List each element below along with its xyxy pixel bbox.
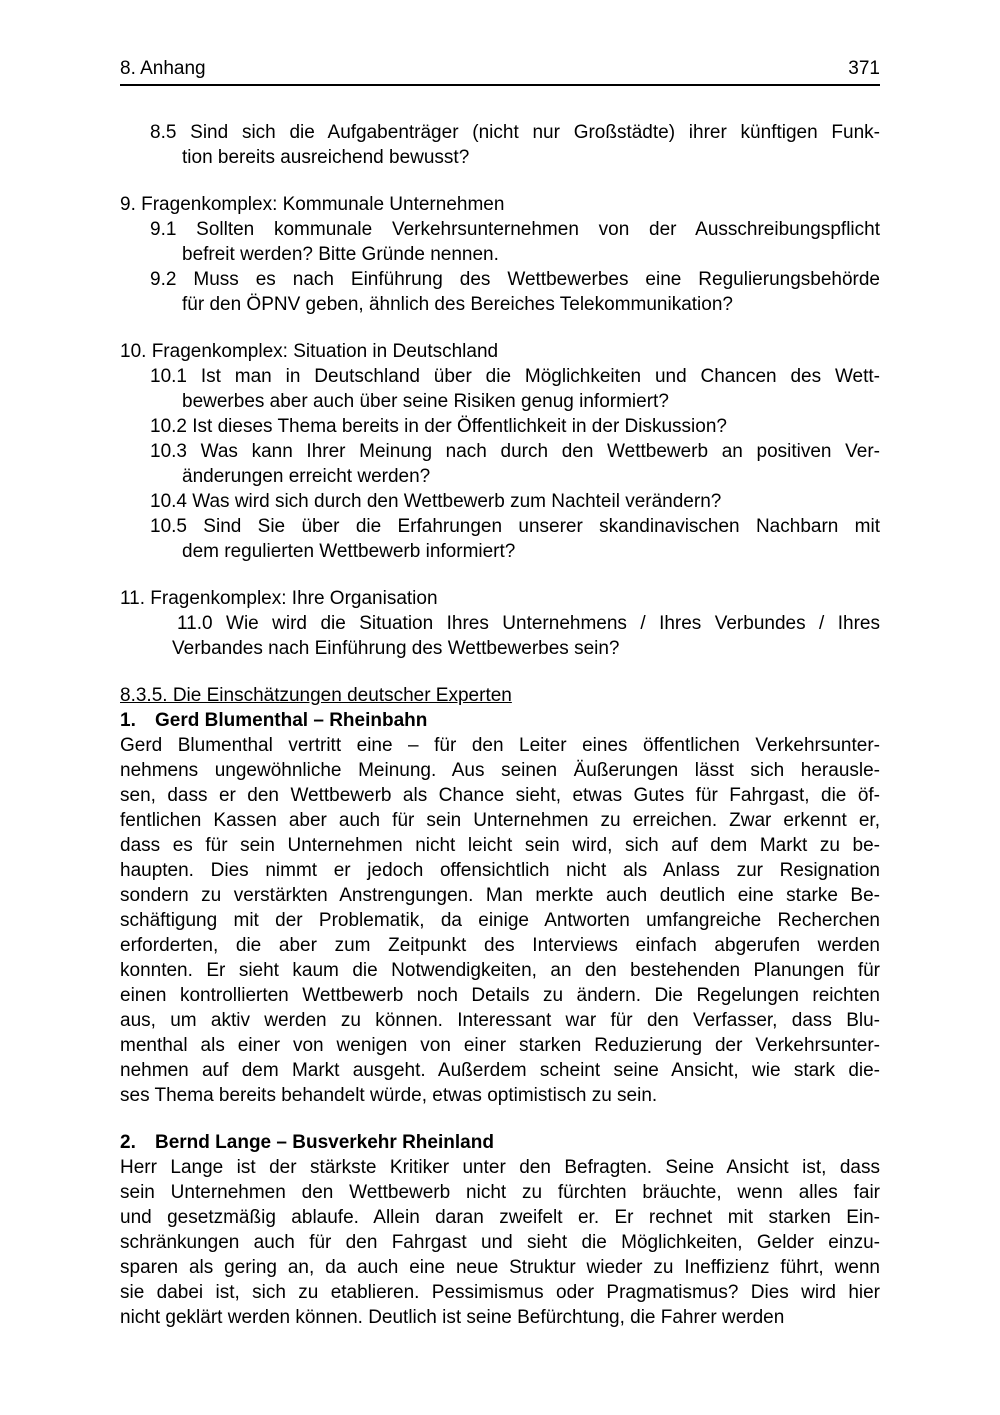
expert-heading-title: Gerd Blumenthal – Rheinbahn xyxy=(155,710,428,731)
text-line: bewerbes aber auch über seine Risiken genug informiert? xyxy=(182,391,669,412)
text-line: 9.2 Muss es nach Einführung des Wettbewerbes eine Regulierungsbehörde xyxy=(150,269,880,290)
question-item xyxy=(120,120,880,170)
question-item xyxy=(120,489,880,514)
spacer xyxy=(120,564,880,586)
paragraph xyxy=(120,733,880,1108)
text-line: 10.2 Ist dieses Thema bereits in der Öffentlichkeit in der Diskussion? xyxy=(150,416,727,437)
expert-heading xyxy=(120,1130,880,1155)
question-item xyxy=(120,439,880,489)
text-line: 11.0 Wie wird die Situation Ihres Unternehmens / Ihres Verbundes / Ihres xyxy=(177,613,880,634)
text-line: sen, dass er den Wettbewerb als Chance sieht, etwas Gutes für Fahrgast, die öf- xyxy=(120,785,880,806)
text-line: 10.1 Ist man in Deutschland über die Möglichkeiten und Chancen des Wett- xyxy=(150,366,880,387)
text-line: 9.1 Sollten kommunale Verkehrsunternehmen von der Ausschreibungspflicht xyxy=(150,219,880,240)
section-heading: 9. Fragenkomplex: Kommunale Unternehmen xyxy=(120,194,505,215)
text-line: sein Unternehmen den Wettbewerb nicht zu fürchten bräuchte, wenn alles fair xyxy=(120,1182,880,1203)
question-item xyxy=(120,414,880,439)
text-line: sparen als gering an, da auch eine neue Struktur wieder zu Ineffizienz führt, wenn xyxy=(120,1257,880,1278)
document-content xyxy=(120,120,880,1330)
text-line: nicht geklärt werden können. Deutlich ist seine Befürchtung, die Fahrer werden xyxy=(120,1307,785,1328)
text-line: Herr Lange ist der stärkste Kritiker unter den Befragten. Seine Ansicht ist, dass xyxy=(120,1157,880,1178)
text-line: haupten. Dies nimmt er jedoch offensichtlich nicht als Anlass zur Resignation xyxy=(120,860,880,881)
expert-heading-number: 1. xyxy=(120,710,136,731)
text-line: sie dabei ist, sich zu etablieren. Pessimismus oder Pragmatismus? Dies wird hier xyxy=(120,1282,880,1303)
question-item xyxy=(120,267,880,317)
text-line: tion bereits ausreichend bewusst? xyxy=(182,147,470,168)
text-line: befreit werden? Bitte Gründe nennen. xyxy=(182,244,499,265)
spacer xyxy=(120,317,880,339)
spacer xyxy=(120,170,880,192)
question-item xyxy=(120,514,880,564)
text-line: schäftigung mit der Problematik, da einige Antworten umfangreiche Recherchen xyxy=(120,910,880,931)
text-line: Gerd Blumenthal vertritt eine – für den Leiter eines öffentlichen Verkehrsunter- xyxy=(120,735,880,756)
expert-heading-title: Bernd Lange – Busverkehr Rheinland xyxy=(155,1132,494,1153)
text-line: nehmens ungewöhnliche Meinung. Aus seinen Äußerungen lässt sich herausle- xyxy=(120,760,880,781)
text-line: und gesetzmäßig ablaufe. Allein daran zweifelt er. Er rechnet mit starken Ein- xyxy=(120,1207,880,1228)
spacer xyxy=(120,1108,880,1130)
text-line: erforderten, die aber zum Zeitpunkt des Interviews einfach abgerufen werden xyxy=(120,935,880,956)
section-heading: 10. Fragenkomplex: Situation in Deutschland xyxy=(120,341,499,362)
page-number: 371 xyxy=(848,58,880,79)
text-line: 10.4 Was wird sich durch den Wettbewerb zum Nachteil verändern? xyxy=(150,491,722,512)
spacer xyxy=(120,661,880,683)
paragraph xyxy=(120,1155,880,1330)
text-line: nehmen auf dem Markt ausgeht. Außerdem scheint seine Ansicht, wie stark die- xyxy=(120,1060,880,1081)
text-line: für den ÖPNV geben, ähnlich des Bereiches Telekommunikation? xyxy=(182,294,733,315)
text-line: schränkungen auch für den Fahrgast und sieht die Möglichkeiten, Gelder einzu- xyxy=(120,1232,880,1253)
question-item xyxy=(120,611,880,661)
text-line: 10.5 Sind Sie über die Erfahrungen unserer skandinavischen Nachbarn mit xyxy=(150,516,880,537)
expert-heading xyxy=(120,708,880,733)
text-line: fentlichen Kassen aber auch für sein Unternehmen zu erreichen. Zwar erkennt er, xyxy=(120,810,880,831)
text-line: menthal als einer von wenigen von einer starken Reduzierung der Verkehrsunter- xyxy=(120,1035,880,1056)
text-line: dem regulierten Wettbewerb informiert? xyxy=(182,541,516,562)
running-title: 8. Anhang xyxy=(120,58,206,79)
expert-heading-number: 2. xyxy=(120,1132,136,1153)
text-line: einen kontrollierten Wettbewerb noch Details zu ändern. Die Regelungen reichten xyxy=(120,985,880,1006)
text-line: 8.5 Sind sich die Aufgabenträger (nicht nur Großstädte) ihrer künftigen Funk- xyxy=(150,122,880,143)
question-item xyxy=(120,364,880,414)
text-line: aus, um aktiv werden zu können. Interessant war für den Verfasser, dass Blu- xyxy=(120,1010,880,1031)
text-line: konnten. Er sieht kaum die Notwendigkeiten, an den bestehenden Planungen für xyxy=(120,960,880,981)
text-line: ses Thema bereits behandelt würde, etwas optimistisch zu sein. xyxy=(120,1085,658,1106)
text-line: sondern zu verstärkten Anstrengungen. Man merkte auch deutlich eine starke Be- xyxy=(120,885,880,906)
question-item xyxy=(120,217,880,267)
text-line: dass es für sein Unternehmen nicht leicht sein wird, sich auf dem Markt zu be- xyxy=(120,835,880,856)
section-heading: 11. Fragenkomplex: Ihre Organisation xyxy=(120,588,438,609)
text-line: Verbandes nach Einführung des Wettbewerbes sein? xyxy=(172,638,620,659)
text-line: 10.3 Was kann Ihrer Meinung nach durch den Wettbewerb an positiven Ver- xyxy=(150,441,880,462)
page-header xyxy=(120,56,880,86)
subsection-heading: 8.3.5. Die Einschätzungen deutscher Experten xyxy=(120,685,512,706)
text-line: änderungen erreicht werden? xyxy=(182,466,431,487)
